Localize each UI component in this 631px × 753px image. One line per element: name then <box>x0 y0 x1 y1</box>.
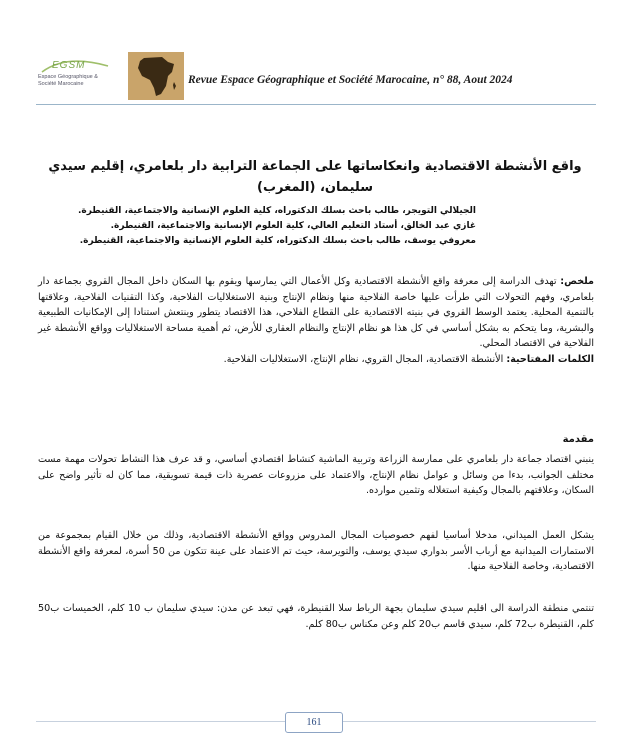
author-line: معروفي يوسف، طالب باحث بسلك الدكتوراه، كلية العلوم الإنسانية والاجتماعية، القنيطرة. <box>79 236 476 246</box>
logo-subtitle: Espace Géographique & Société Marocaine <box>38 74 98 87</box>
author-line: الجيلالي التويجر، طالب باحث بسلك الدكتوراه، كلية العلوم الإنسانية والاجتماعية، القنيطرة. <box>77 206 476 216</box>
keywords-text: الأنشطة الاقتصادية، المجال القروي، نظام الإنتاج، الاستغلاليات الفلاحية. <box>223 353 507 365</box>
header-divider <box>36 104 596 105</box>
intro-heading: مقدمة <box>562 434 594 445</box>
logo-text: EGSM <box>52 60 86 71</box>
abstract <box>38 274 594 368</box>
header <box>36 52 596 102</box>
author-line: غازي عبد الخالق، أستاذ التعليم العالي، كلية العلوم الإنسانية والاجتماعية، القنيطرة. <box>110 221 476 231</box>
intro-text: يشكل العمل الميداني، مدخلا أساسيا لفهم خصوصيات المجال المدروس وواقع الأنشطة الاقتصادية، وذلك من خلال القيام بمجموعة من الاستمارات الميدانية مع أرباب الأسر بدواري سيدي يوسف، والتويرسة، حيث تم الاعتماد على عينة تتكون من 50 أسرة، لمعرفة واقع الأنشطة الاقتصادية، وخاصة الفلاحية منها. <box>38 530 594 573</box>
intro-paragraph <box>38 452 594 499</box>
intro-paragraph <box>38 601 594 632</box>
article-title: واقع الأنشطة الاقتصادية وانعكاساتها على الجماعة الترابية دار بلعامري، إقليم سيدي سليمان، (المغرب) <box>48 159 582 195</box>
journal-title: Revue Espace Géographique et Société Marocaine, n° 88, Aout 2024 <box>188 74 513 86</box>
page-number: 161 <box>285 712 343 733</box>
author-list <box>34 204 596 249</box>
journal-logo <box>36 52 186 102</box>
intro-paragraph <box>38 528 594 575</box>
abstract-label: ملخص: <box>560 276 594 287</box>
keywords-label: الكلمات المفتاحية: <box>506 353 594 365</box>
africa-map-icon <box>128 52 184 100</box>
intro-text: تنتمي منطقة الدراسة الى اقليم سيدي سليمان بجهة الرباط سلا القنيطرة، فهي تبعد عن مدن: سيدي سليمان ب 10 كلم، الخميسات ب50 كلم، القنيطرة ب72 كلم، سيدي قاسم ب20 كلم وعن مكناس ب80 كلم. <box>38 603 594 630</box>
abstract-text: تهدف الدراسة إلى معرفة واقع الأنشطة الاقتصادية وكل الأعمال التي يمارسها ويقوم بها السكان داخل المجال القروي بجماعة دار بلعامري، وفهم التحولات التي طرأت عليها خاصة الفلاحية منها ونظام الإنتاج وبنية الاستغلاليات الفلاحية، وكذا التقنيات الفلاحية، وعلاقتها بالتنمية المحلية. يعتمد الوسط القروي في بنيته الاقتصادية على القطاع الفلاحي، هذا الاقتصاد يتطور وينتعش استنادا إلى الإمكانيات الطبيعية والبشرية، وما يتحكم به بشكل أساسي في كل هذا هو نظام الإنتاج والنظام العقاري للأرض، ثم أهمية مساحة الاستغلاليات وواقع الأنشطة غير الفلاحية في الاقتصاد المحلي. <box>38 276 594 350</box>
intro-text: ينبني اقتصاد جماعة دار بلعامري على ممارسة الزراعة وتربية الماشية كنشاط اقتصادي أساسي، و قد عرف هذا النشاط تحولات مهمة مست مختلف الجوانب، بدءا من وسائل و عوامل نظام الإنتاج، والاعتماد على مزروعات عصرية ذات قيمة تسويقية، مما كان له تأثير واضح على السكان، وعلاقتهم بالمجال وكيفية استغلاله وتثمين موارده. <box>38 454 594 497</box>
